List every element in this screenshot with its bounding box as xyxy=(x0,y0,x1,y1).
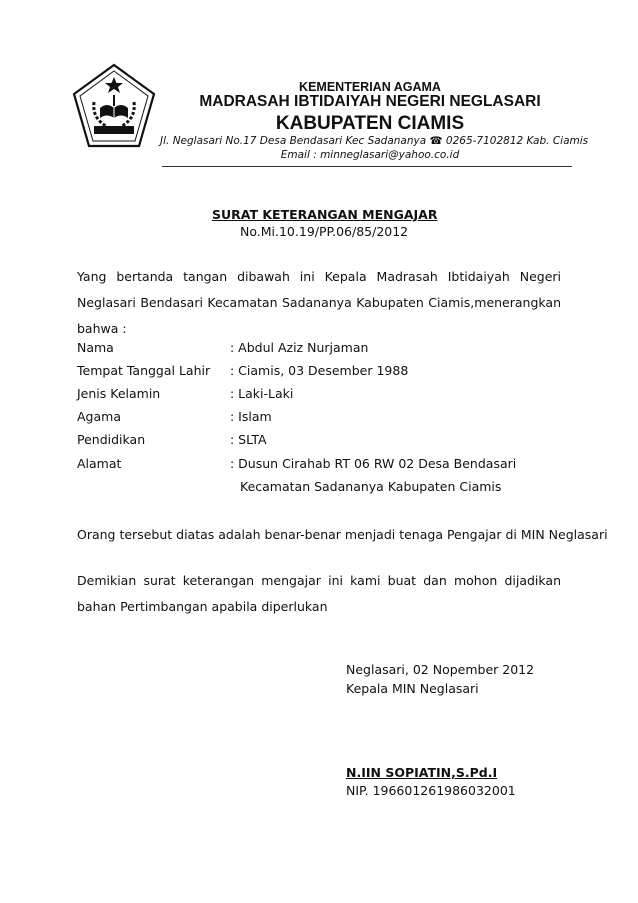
field-value-birth: : Ciamis, 03 Desember 1988 xyxy=(230,363,409,378)
field-label-education: Pendidikan xyxy=(77,432,146,447)
header-divider xyxy=(162,166,572,167)
field-value-education: : SLTA xyxy=(230,432,267,447)
field-label-gender: Jenis Kelamin xyxy=(77,386,161,401)
school-address: Jl. Neglasari No.17 Desa Bendasari Kec Sadananya ☎ 0265-7102812 Kab. Ciamis xyxy=(160,135,589,147)
field-value-name: : Abdul Aziz Nurjaman xyxy=(230,340,369,355)
field-value-address-cont: Kecamatan Sadananya Kabupaten Ciamis xyxy=(240,479,502,494)
signature-position: Kepala MIN Neglasari xyxy=(346,681,479,696)
letter-title: SURAT KETERANGAN MENGAJAR xyxy=(212,207,438,222)
field-value-religion: : Islam xyxy=(230,409,272,424)
school-email: Email : minneglasari@yahoo.co.id xyxy=(280,149,460,161)
field-value-address: : Dusun Cirahab RT 06 RW 02 Desa Bendasari xyxy=(230,456,517,471)
letter-number: No.Mi.10.19/PP.06/85/2012 xyxy=(240,224,409,239)
statement-paragraph: Orang tersebut diatas adalah benar-benar menjadi tenaga Pengajar di MIN Neglasari xyxy=(77,527,608,542)
signatory-nip: NIP. 196601261986032001 xyxy=(346,783,516,798)
intro-paragraph: Yang bertanda tangan dibawah ini Kepala Madrasah Ibtidaiyah Negeri Neglasari Bendasari Kecamatan Sadananya Kabupaten Ciamis,menerangkan bahwa : xyxy=(77,269,561,336)
signatory-name: N.IIN SOPIATIN,S.Pd.I xyxy=(346,765,498,780)
ministry-name: KEMENTERIAN AGAMA xyxy=(299,80,441,94)
field-label-name: Nama xyxy=(77,340,114,355)
closing-paragraph: Demikian surat keterangan mengajar ini kami buat dan mohon dijadikan bahan Pertimbangan apabila diperlukan xyxy=(77,573,561,614)
field-label-address: Alamat xyxy=(77,456,122,471)
field-label-birth: Tempat Tanggal Lahir xyxy=(77,363,211,378)
district-name: KABUPATEN CIAMIS xyxy=(275,113,465,134)
kemenag-emblem-icon xyxy=(70,62,158,152)
field-value-gender: : Laki-Laki xyxy=(230,386,294,401)
field-label-religion: Agama xyxy=(77,409,121,424)
signature-place-date: Neglasari, 02 Nopember 2012 xyxy=(346,662,535,677)
school-name: MADRASAH IBTIDAIYAH NEGERI NEGLASARI xyxy=(199,93,541,110)
